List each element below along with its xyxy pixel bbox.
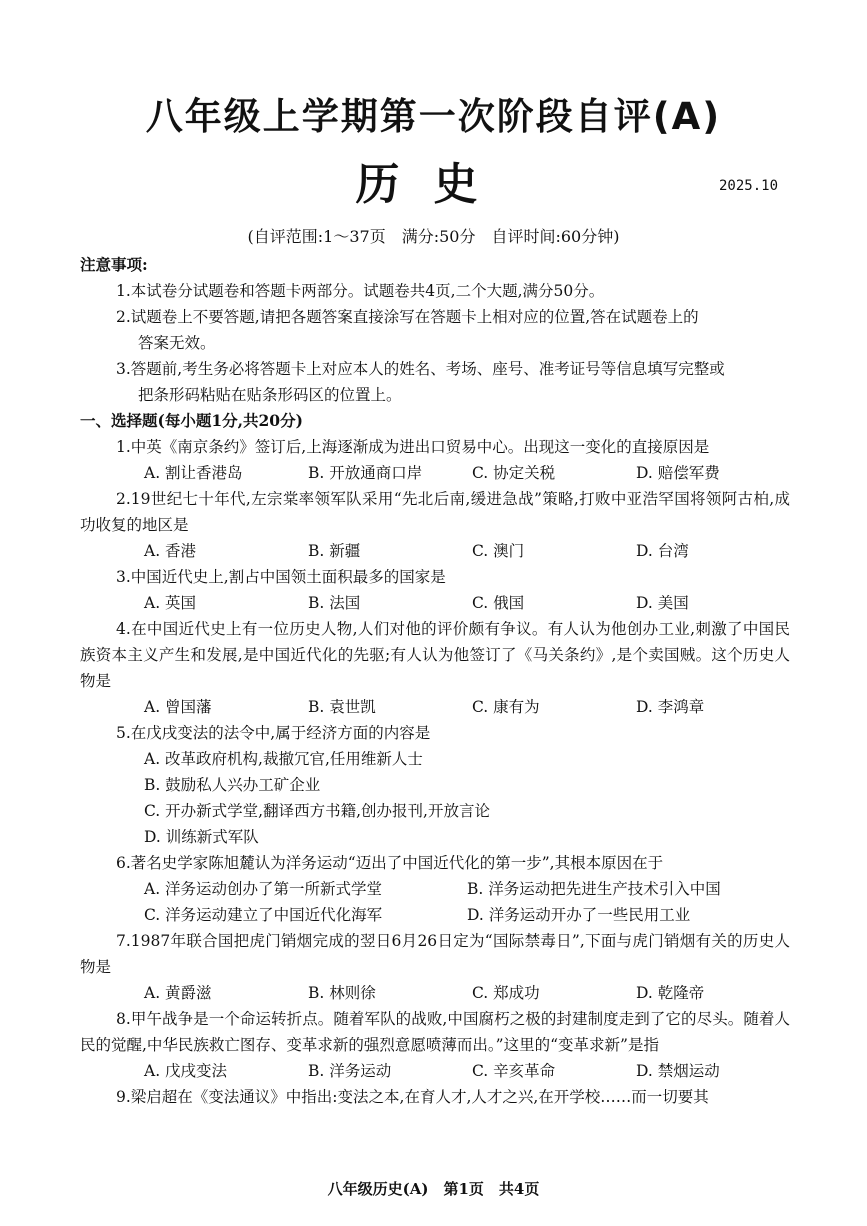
option: D. 禁烟运动 — [636, 1062, 720, 1080]
option: D. 乾隆帝 — [636, 984, 705, 1002]
option: C. 洋务运动建立了中国近代化海军 — [144, 906, 383, 924]
option: A. 英国 — [144, 594, 197, 612]
question-stem: 1.中英《南京条约》签订后,上海逐渐成为进出口贸易中心。出现这一变化的直接原因是 — [116, 438, 710, 456]
notice-item: 1.本试卷分试题卷和答题卡两部分。试题卷共4页,二个大题,满分50分。 — [116, 282, 605, 300]
question-stem: 3.中国近代史上,割占中国领土面积最多的国家是 — [116, 568, 446, 586]
exam-content — [80, 252, 790, 1110]
option: B. 洋务运动把先进生产技术引入中国 — [467, 880, 721, 898]
notice-item: 2.试题卷上不要答题,请把各题答案直接涂写在答题卡上相对应的位置,答在试题卷上的 — [116, 308, 699, 326]
notice-item-cont: 答案无效。 — [138, 334, 216, 352]
exam-title: 八年级上学期第一次阶段自评(A) — [145, 95, 722, 138]
question-stem: 6.著名史学家陈旭麓认为洋务运动“迈出了中国近代化的第一步”,其根本原因在于 — [116, 854, 664, 872]
notice-item-cont: 把条形码粘贴在贴条形码区的位置上。 — [138, 386, 402, 404]
notice-heading: 注意事项: — [80, 255, 148, 274]
exam-date: 2025.10 — [719, 178, 779, 194]
option: C. 开办新式学堂,翻译西方书籍,创办报刊,开放言论 — [144, 802, 490, 820]
notice-item: 3.答题前,考生务必将答题卡上对应本人的姓名、考场、座号、准考证号等信息填写完整或 — [116, 360, 725, 378]
question-options — [80, 1058, 790, 1084]
option: A. 割让香港岛 — [144, 464, 243, 482]
question-stem: 2.19世纪七十年代,左宗棠率领军队采用“先北后南,缓进急战”策略,打败中亚浩罕国将领阿古柏,成功收复的地区是 — [80, 490, 790, 534]
subject-title: 历史 — [355, 159, 512, 210]
option: B. 开放通商口岸 — [308, 464, 423, 482]
option: B. 袁世凯 — [308, 698, 376, 716]
question-options — [80, 538, 790, 564]
option: A. 改革政府机构,裁撤冗官,任用维新人士 — [144, 750, 423, 768]
option: B. 洋务运动 — [308, 1062, 392, 1080]
option: C. 郑成功 — [472, 984, 540, 1002]
option: C. 辛亥革命 — [472, 1062, 556, 1080]
question-stem: 5.在戊戌变法的法令中,属于经济方面的内容是 — [116, 724, 431, 742]
option: C. 协定关税 — [472, 464, 556, 482]
option: D. 李鸿章 — [636, 698, 705, 716]
option: A. 香港 — [144, 542, 197, 560]
option: D. 台湾 — [636, 542, 689, 560]
question-options — [80, 460, 790, 486]
option: A. 戊戌变法 — [144, 1062, 228, 1080]
section-heading: 一、选择题(每小题1分,共20分) — [80, 411, 303, 430]
option: B. 法国 — [308, 594, 361, 612]
option: B. 鼓励私人兴办工矿企业 — [144, 776, 321, 794]
question-stem: 8.甲午战争是一个命运转折点。随着军队的战败,中国腐朽之极的封建制度走到了它的尽头。随着人民的觉醒,中华民族救亡图存、变革求新的强烈意愿喷薄而出。”这里的“变革求新”是指 — [80, 1010, 790, 1054]
option: D. 训练新式军队 — [144, 828, 259, 846]
question-stem: 4.在中国近代史上有一位历史人物,人们对他的评价颇有争议。有人认为他创办工业,刺激了中国民族资本主义产生和发展,是中国近代化的先驱;有人认为他签订了《马关条约》,是个卖国贼。这个历史人物是 — [80, 620, 790, 690]
exam-range: (自评范围:1～37页 满分:50分 自评时间:60分钟) — [247, 227, 620, 246]
question-stem: 7.1987年联合国把虎门销烟完成的翌日6月26日定为“国际禁毒日”,下面与虎门销烟有关的历史人物是 — [80, 932, 790, 976]
question-options — [80, 902, 790, 928]
option: C. 俄国 — [472, 594, 525, 612]
option: A. 洋务运动创办了第一所新式学堂 — [144, 880, 383, 898]
option: D. 赔偿军费 — [636, 464, 720, 482]
question-options — [80, 876, 790, 902]
option: D. 美国 — [636, 594, 689, 612]
option: A. 黄爵滋 — [144, 984, 212, 1002]
question-stem: 9.梁启超在《变法通议》中指出:变法之本,在育人才,人才之兴,在开学校……而一切要其 — [116, 1088, 709, 1106]
option: D. 洋务运动开办了一些民用工业 — [467, 906, 691, 924]
page-footer: 八年级历史(A) 第1页 共4页 — [327, 1180, 540, 1198]
question-options — [80, 694, 790, 720]
option: B. 新疆 — [308, 542, 361, 560]
option: A. 曾国藩 — [144, 698, 212, 716]
option: B. 林则徐 — [308, 984, 376, 1002]
option: C. 澳门 — [472, 542, 525, 560]
question-options — [80, 980, 790, 1006]
question-options — [80, 590, 790, 616]
option: C. 康有为 — [472, 698, 540, 716]
